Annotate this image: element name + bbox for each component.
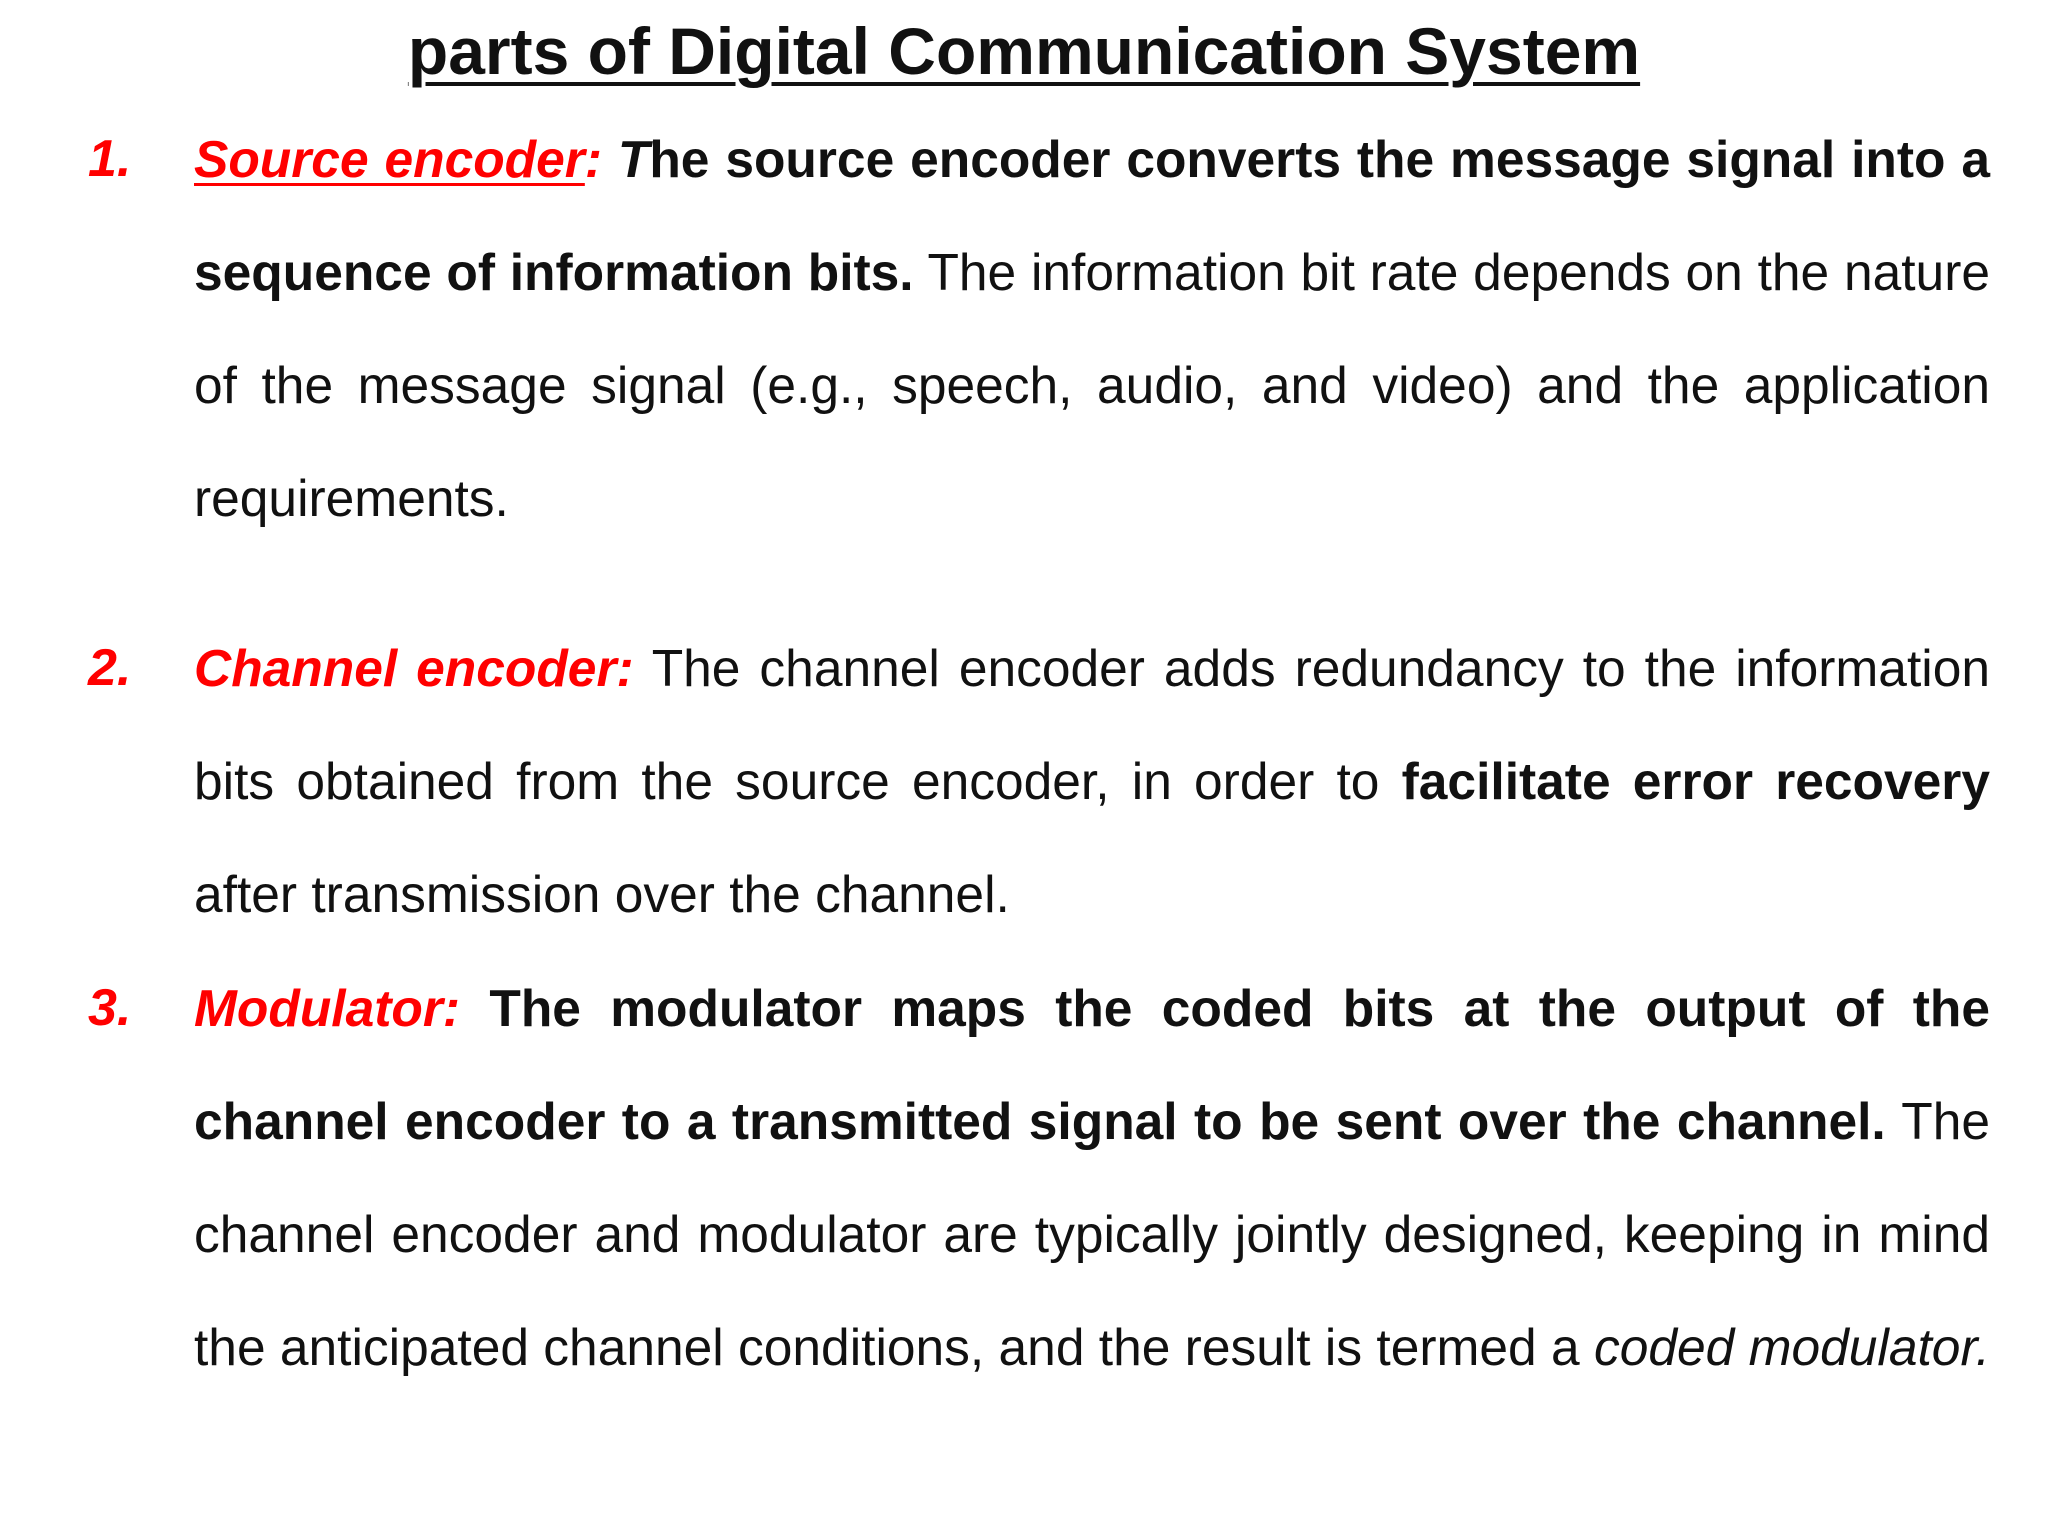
- term-channel-encoder: Channel encoder:: [194, 639, 634, 697]
- list-item-number: 3.: [88, 979, 132, 1037]
- regular-text: The channel encoder and modulator are typically jointly designed, keeping in mind the anticipated channel conditions, and the result is termed a: [194, 1092, 1990, 1376]
- regular-text-before: The channel encoder adds redundancy to the information bits obtained from the source encoder, in order to: [194, 639, 1990, 810]
- list-item-number: 1.: [88, 130, 132, 188]
- term-source-encoder: Source encoder: [194, 130, 585, 188]
- page-title: [0, 6, 2048, 96]
- list-item-paragraph: [194, 952, 1990, 1404]
- list-item-number: 2.: [88, 639, 132, 697]
- bold-definition: The modulator maps the coded bits at the output of the channel encoder to a transmitted signal to be sent over the channel.: [194, 979, 1990, 1150]
- regular-text: The information bit rate depends on the nature of the message signal (e.g., speech, audio, and video) and the application requirements.: [194, 243, 1990, 527]
- term-colon: :: [584, 130, 602, 188]
- list-item-paragraph: [194, 612, 1990, 951]
- regular-text-after: after transmission over the channel.: [194, 865, 1010, 923]
- term-spacer: [602, 130, 618, 188]
- term-modulator: Modulator:: [194, 979, 461, 1037]
- bold-definition: he source encoder converts the message signal into a sequence of information bits.: [194, 130, 1990, 301]
- bold-phrase: facilitate error recovery: [1401, 752, 1990, 810]
- bold-first-letter: T: [617, 130, 650, 188]
- page-title-text: parts of Digital Communication System: [407, 14, 1641, 88]
- list-item-paragraph: [194, 103, 1990, 555]
- italic-term: coded modulator.: [1593, 1318, 1991, 1376]
